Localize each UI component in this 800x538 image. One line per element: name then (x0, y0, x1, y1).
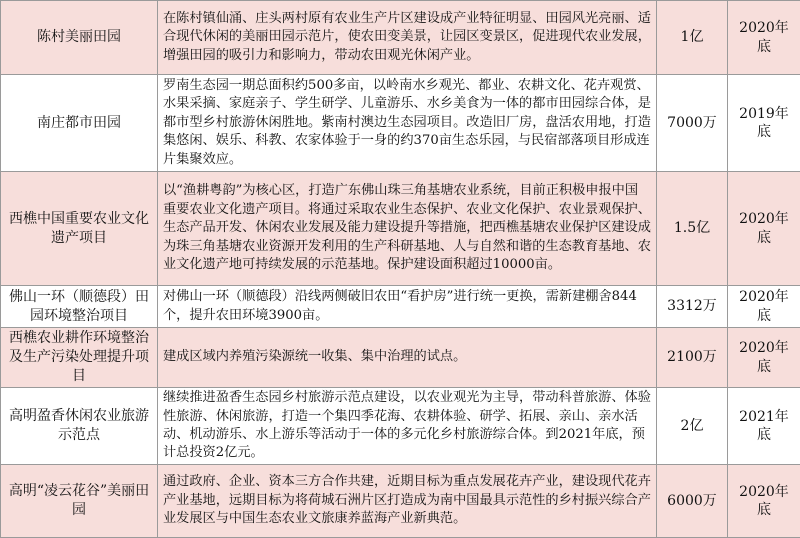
project-description: 通过政府、企业、资本三方合作共建，近期目标为重点发展花卉产业，建设现代花卉产业基地，远期目标为将荷城石洲片区打造成为南中国最具示范性的乡村振兴综合产业发展区与中国生态农业文旅康养蓝海产业新典范。 (158, 465, 657, 538)
project-name: 高明盈香休闲农业旅游示范点 (1, 388, 158, 465)
project-name: 陈村美丽田园 (1, 1, 158, 75)
project-name: 佛山一环（顺德段）田园环境整治项目 (1, 286, 158, 328)
investment-amount: 6000万 (657, 465, 728, 538)
completion-date: 2020年底 (728, 328, 800, 388)
table-row (1, 328, 800, 388)
completion-date: 2020年底 (728, 172, 800, 286)
table-row (1, 75, 800, 172)
project-description: 罗南生态园一期总面积约500多亩，以岭南水乡观光、都业、农耕文化、花卉观赏、水果采摘、家庭亲子、学生研学、儿童游乐、水乡美食为一体的都市田园综合体，是都市型乡村旅游休闲胜地。紫南村澳边生态园项目。改造旧厂房，盘活农用地，打造集悠闲、娱乐、科教、农家体验于一身的约370亩生态乐园，与民宿部落项目形成连片集聚效应。 (158, 75, 657, 172)
project-description: 以“渔耕粤韵”为核心区，打造广东佛山珠三角基塘农业系统，目前正积极申报中国重要农业文化遗产项目。将通过采取农业生态保护、农业文化保护、农业景观保护、生态产品开发、休闲农业发展及能力建设提升等措施，把西樵基塘农业保护区建设成为珠三角基塘农业资源开发利用的生产科研基地、人与自然和谐的生态教育基地、农业文化遗产地可持续发展的示范基地。保护建设面积超过10000亩。 (158, 172, 657, 286)
table-row (1, 1, 800, 75)
project-name: 西樵农业耕作环境整治及生产污染处理提升项目 (1, 328, 158, 388)
table-row (1, 172, 800, 286)
project-name: 高明“凌云花谷”美丽田园 (1, 465, 158, 538)
completion-date: 2021年底 (728, 388, 800, 465)
investment-amount: 7000万 (657, 75, 728, 172)
completion-date: 2020年底 (728, 1, 800, 75)
project-description: 对佛山一环（顺德段）沿线两侧破旧农田“看护房”进行统一更换，需新建棚舍844个，提升农田环境3900亩。 (158, 286, 657, 328)
completion-date: 2019年底 (728, 75, 800, 172)
table-row (1, 388, 800, 465)
project-description: 在陈村镇仙涌、庄头两村原有农业生产片区建设成产业特征明显、田园风光亮丽、适合现代休闲的美丽田园示范片，使农田变美景，让园区变景区，促进现代农业发展，增强田园的吸引力和影响力，带动农田观光休闲产业。 (158, 1, 657, 75)
completion-date: 2020年底 (728, 465, 800, 538)
table-row (1, 286, 800, 328)
table-row (1, 465, 800, 538)
investment-amount: 3312万 (657, 286, 728, 328)
investment-amount: 1亿 (657, 1, 728, 75)
completion-date: 2020年底 (728, 286, 800, 328)
investment-amount: 1.5亿 (657, 172, 728, 286)
investment-amount: 2亿 (657, 388, 728, 465)
project-description: 建成区域内养殖污染源统一收集、集中治理的试点。 (158, 328, 657, 388)
investment-amount: 2100万 (657, 328, 728, 388)
project-name: 西樵中国重要农业文化遗产项目 (1, 172, 158, 286)
project-name: 南庄都市田园 (1, 75, 158, 172)
project-description: 继续推进盈香生态园乡村旅游示范点建设，以农业观光为主导，带动科普旅游、体验性旅游、休闲旅游，打造一个集四季花海、农耕体验、研学、拓展、亲山、亲水活动、机动游乐、水上游乐等活动于一体的多元化乡村旅游综合体。到2021年底，预计总投资2亿元。 (158, 388, 657, 465)
